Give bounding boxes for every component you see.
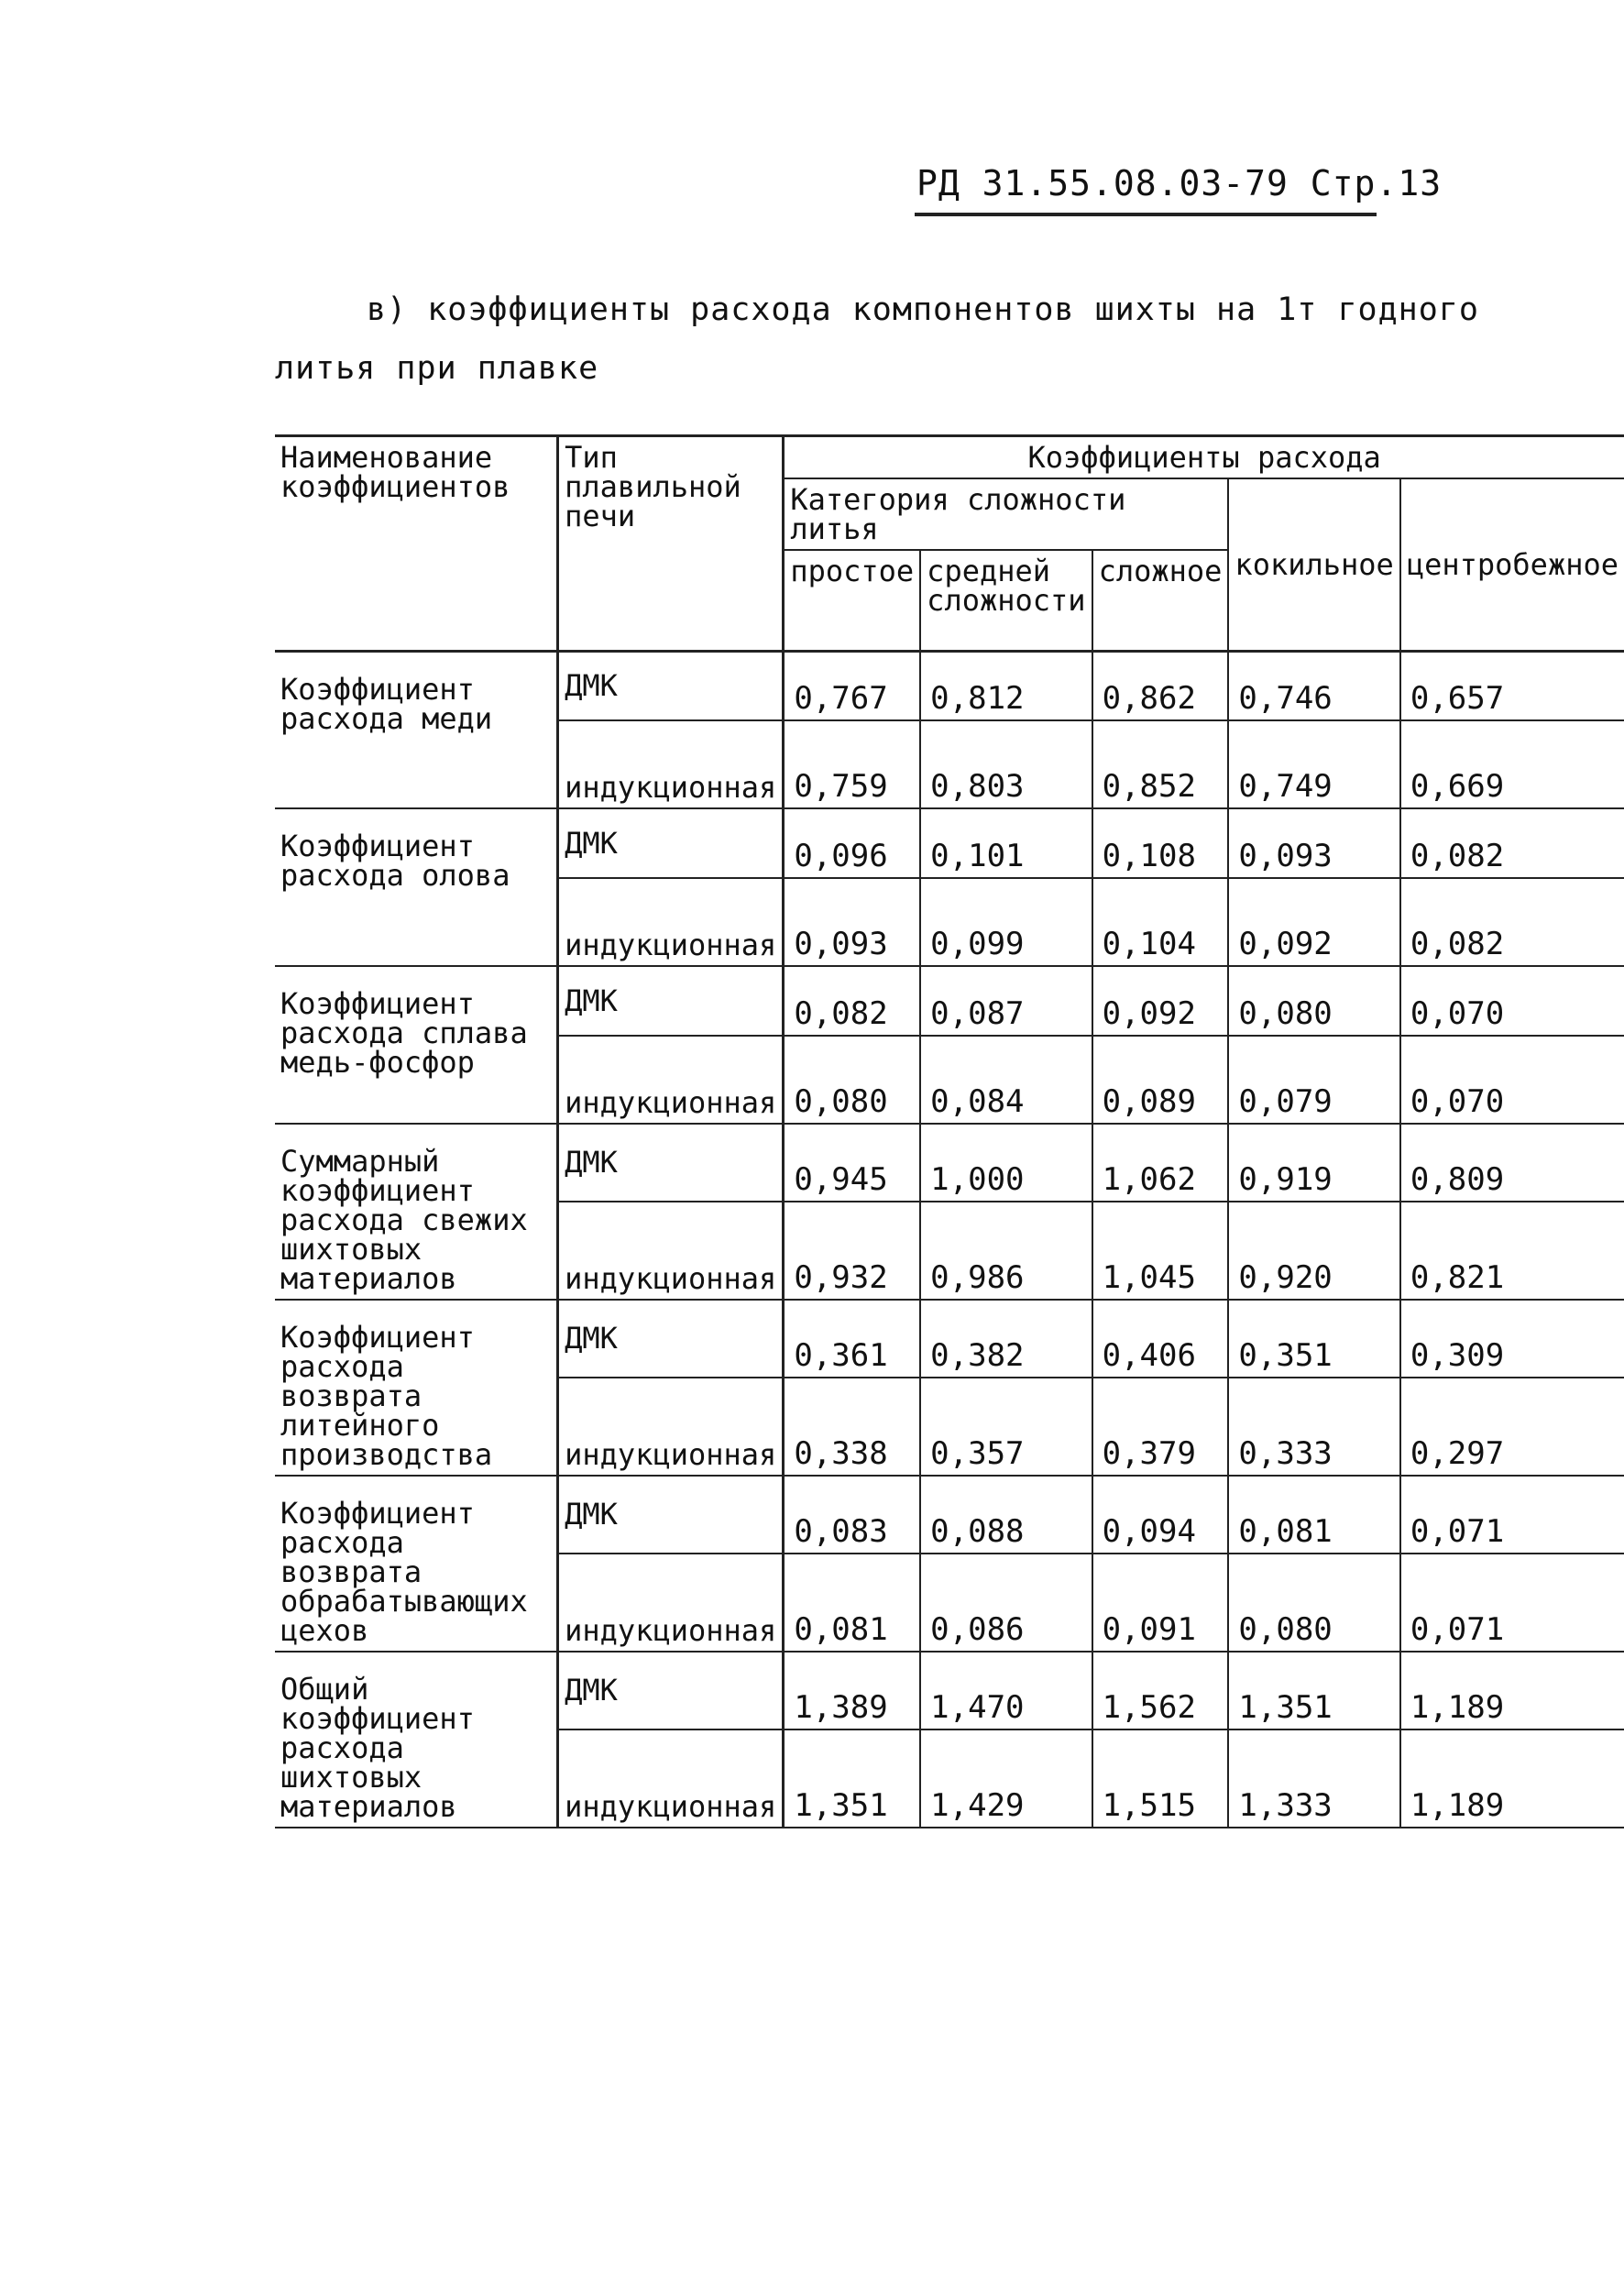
coefficient-value: 0,082	[1400, 808, 1624, 878]
header-underline	[915, 213, 1377, 216]
coefficient-value: 0,082	[784, 966, 920, 1036]
coefficient-value: 0,862	[1092, 651, 1229, 720]
coefficient-value: 0,086	[920, 1554, 1092, 1652]
coefficient-value: 0,821	[1400, 1202, 1624, 1300]
coefficient-value: 0,767	[784, 651, 920, 720]
coefficient-value: 0,919	[1228, 1124, 1399, 1202]
coefficient-value: 0,071	[1400, 1554, 1624, 1652]
coefficient-value: 1,045	[1092, 1202, 1229, 1300]
coefficient-value: 1,333	[1228, 1729, 1399, 1828]
coefficient-value: 0,351	[1228, 1300, 1399, 1378]
coefficient-value: 0,087	[920, 966, 1092, 1036]
coefficient-value: 0,088	[920, 1476, 1092, 1554]
coefficient-value: 1,189	[1400, 1652, 1624, 1729]
coefficient-value: 0,101	[920, 808, 1092, 878]
table-row	[275, 808, 1624, 878]
furnace-type: индукционная	[558, 720, 784, 808]
coefficient-value: 0,070	[1400, 1036, 1624, 1124]
furnace-type: ДМК	[558, 651, 784, 720]
coefficient-value: 1,351	[784, 1729, 920, 1828]
coefficient-value: 1,562	[1092, 1652, 1229, 1729]
coefficient-name: Суммарный коэффициент расхода свежих шихтовых материалов	[275, 1124, 558, 1300]
table-row	[275, 651, 1624, 720]
coefficient-value: 0,092	[1228, 878, 1399, 966]
coefficient-value: 1,515	[1092, 1729, 1229, 1828]
coefficients-table	[275, 434, 1624, 1828]
coefficient-value: 0,357	[920, 1378, 1092, 1476]
coefficient-value: 0,297	[1400, 1378, 1624, 1476]
coefficient-value: 1,389	[784, 1652, 920, 1729]
coefficient-name: Коэффициент расхода меди	[275, 651, 558, 808]
coefficient-value: 0,812	[920, 651, 1092, 720]
header-simple: простое	[784, 550, 920, 651]
coefficient-value: 0,759	[784, 720, 920, 808]
coefficient-value: 1,429	[920, 1729, 1092, 1828]
coefficient-name: Коэффициент расхода сплава медь-фосфор	[275, 966, 558, 1124]
furnace-type: ДМК	[558, 1300, 784, 1378]
furnace-type: ДМК	[558, 808, 784, 878]
coefficient-name: Коэффициент расхода возврата обрабатывающих цехов	[275, 1476, 558, 1652]
furnace-type: индукционная	[558, 878, 784, 966]
coefficient-value: 0,081	[1228, 1476, 1399, 1554]
furnace-type: ДМК	[558, 966, 784, 1036]
intro-line-2: литья при плавке	[275, 350, 599, 387]
furnace-type: ДМК	[558, 1124, 784, 1202]
coefficient-value: 0,070	[1400, 966, 1624, 1036]
coefficient-value: 1,062	[1092, 1124, 1229, 1202]
coefficient-value: 0,082	[1400, 878, 1624, 966]
coefficient-value: 0,809	[1400, 1124, 1624, 1202]
header-medium: средней сложности	[920, 550, 1092, 651]
coefficient-value: 0,071	[1400, 1476, 1624, 1554]
coefficient-value: 0,091	[1092, 1554, 1229, 1652]
table-row	[275, 1652, 1624, 1729]
coefficient-value: 1,470	[920, 1652, 1092, 1729]
header-centrifugal: центробежное	[1400, 478, 1624, 651]
coefficient-value: 0,749	[1228, 720, 1399, 808]
furnace-type: индукционная	[558, 1202, 784, 1300]
header-name: Наименование коэффициентов	[275, 436, 558, 652]
furnace-type: ДМК	[558, 1652, 784, 1729]
coefficient-value: 0,093	[1228, 808, 1399, 878]
coefficient-value: 0,092	[1092, 966, 1229, 1036]
coefficient-name: Общий коэффициент расхода шихтовых материалов	[275, 1652, 558, 1828]
coefficient-value: 0,361	[784, 1300, 920, 1378]
coefficient-value: 0,099	[920, 878, 1092, 966]
coefficient-value: 0,080	[1228, 1554, 1399, 1652]
document-code-header: РД 31.55.08.03-79 Стр.13	[916, 163, 1443, 203]
coefficient-value: 0,084	[920, 1036, 1092, 1124]
coefficient-value: 1,000	[920, 1124, 1092, 1202]
coefficient-value: 0,338	[784, 1378, 920, 1476]
coefficient-value: 0,803	[920, 720, 1092, 808]
coefficient-value: 0,657	[1400, 651, 1624, 720]
header-complexity-category: Категория сложности литья	[784, 478, 1229, 550]
header-furnace-type: Тип плавильной печи	[558, 436, 784, 652]
coefficient-value: 0,333	[1228, 1378, 1399, 1476]
coefficient-value: 0,094	[1092, 1476, 1229, 1554]
coefficient-value: 0,746	[1228, 651, 1399, 720]
header-chill: кокильное	[1228, 478, 1399, 651]
table-row	[275, 1300, 1624, 1378]
table-row	[275, 1124, 1624, 1202]
table-row	[275, 1476, 1624, 1554]
coefficient-value: 0,080	[1228, 966, 1399, 1036]
coefficient-value: 0,986	[920, 1202, 1092, 1300]
furnace-type: индукционная	[558, 1378, 784, 1476]
furnace-type: индукционная	[558, 1036, 784, 1124]
coefficient-value: 0,108	[1092, 808, 1229, 878]
coefficient-value: 1,189	[1400, 1729, 1624, 1828]
furnace-type: индукционная	[558, 1729, 784, 1828]
coefficient-value: 0,852	[1092, 720, 1229, 808]
coefficient-value: 0,309	[1400, 1300, 1624, 1378]
furnace-type: индукционная	[558, 1554, 784, 1652]
coefficient-value: 0,669	[1400, 720, 1624, 808]
coefficient-value: 0,079	[1228, 1036, 1399, 1124]
header-coefficients-group: Коэффициенты расхода	[784, 436, 1624, 479]
intro-line-1: в) коэффициенты расхода компонентов шихты на 1т годного	[367, 291, 1479, 328]
header-complex: сложное	[1092, 550, 1229, 651]
coefficient-name: Коэффициент расхода олова	[275, 808, 558, 966]
coefficient-value: 0,083	[784, 1476, 920, 1554]
coefficient-name: Коэффициент расхода возврата литейного производства	[275, 1300, 558, 1476]
coefficient-value: 0,945	[784, 1124, 920, 1202]
coefficient-value: 0,932	[784, 1202, 920, 1300]
coefficient-value: 0,080	[784, 1036, 920, 1124]
coefficient-value: 0,104	[1092, 878, 1229, 966]
coefficient-value: 0,081	[784, 1554, 920, 1652]
furnace-type: ДМК	[558, 1476, 784, 1554]
coefficient-value: 0,089	[1092, 1036, 1229, 1124]
table-row	[275, 966, 1624, 1036]
coefficient-value: 0,093	[784, 878, 920, 966]
coefficient-value: 0,382	[920, 1300, 1092, 1378]
coefficient-value: 0,096	[784, 808, 920, 878]
coefficient-value: 1,351	[1228, 1652, 1399, 1729]
coefficient-value: 0,406	[1092, 1300, 1229, 1378]
coefficient-value: 0,379	[1092, 1378, 1229, 1476]
coefficient-value: 0,920	[1228, 1202, 1399, 1300]
